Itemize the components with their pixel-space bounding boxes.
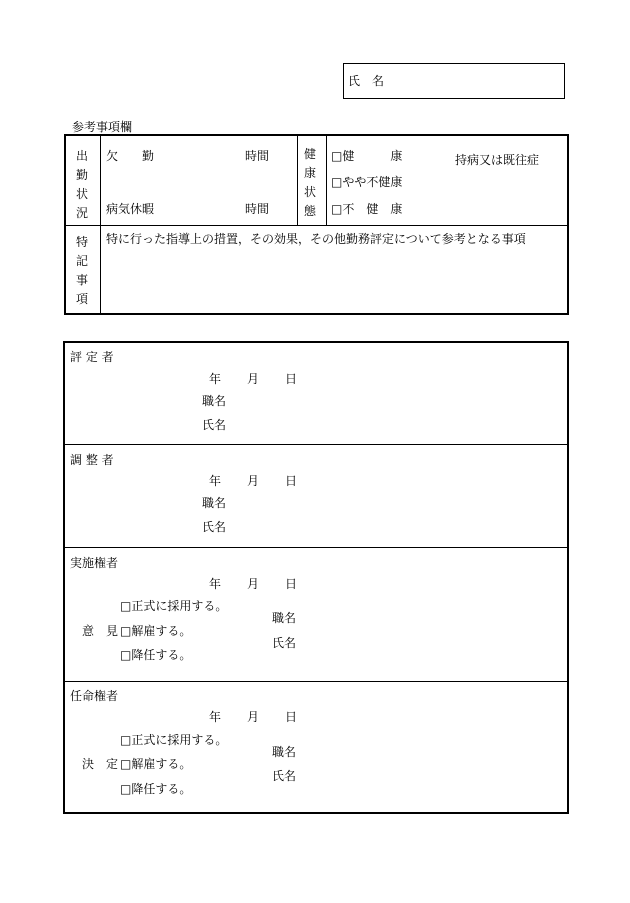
appointer-option-demote[interactable]: □降任する。 xyxy=(120,782,192,796)
appointer-position-label: 職名 xyxy=(272,745,297,759)
evaluator-month: 月 xyxy=(247,372,260,386)
health-header-char: 状 xyxy=(303,185,316,199)
absence-label: 欠 勤 xyxy=(106,149,155,163)
special-notes-header-char: 事 xyxy=(75,273,88,287)
health-header-char: 康 xyxy=(303,166,316,180)
signature-divider xyxy=(64,444,568,445)
adjuster-month: 月 xyxy=(247,474,260,488)
evaluator-position-label: 職名 xyxy=(202,394,227,408)
health-option-somewhat-unhealthy[interactable]: □やや不健康 xyxy=(331,175,403,189)
implementer-label: 実施権者 xyxy=(70,556,119,570)
appointer-option-formal-hire[interactable]: □正式に採用する。 xyxy=(120,733,228,747)
implementer-year: 年 xyxy=(209,577,222,591)
sick-leave-label: 病気休暇 xyxy=(106,202,155,216)
implementer-name-label: 氏名 xyxy=(272,636,297,650)
special-notes-header-char: 項 xyxy=(75,292,88,306)
attendance-header-char: 状 xyxy=(75,187,88,201)
implementer-opinion-label: 意 見 xyxy=(82,624,119,638)
reference-row-divider xyxy=(65,225,568,226)
adjuster-label: 調 整 者 xyxy=(70,453,114,467)
name-label: 氏 名 xyxy=(348,74,385,88)
special-notes-header-char: 特 xyxy=(75,235,88,249)
appointer-month: 月 xyxy=(247,710,260,724)
chronic-illness-label: 持病又は既往症 xyxy=(455,153,540,167)
implementer-day: 日 xyxy=(285,577,298,591)
name-input[interactable] xyxy=(400,66,560,96)
implementer-position-label: 職名 xyxy=(272,611,297,625)
health-header-char: 態 xyxy=(303,204,316,218)
health-option-healthy[interactable]: □健 康 xyxy=(331,149,403,163)
health-header-right-divider xyxy=(326,135,327,226)
appointer-name-label: 氏名 xyxy=(272,769,297,783)
special-notes-header-char: 記 xyxy=(75,254,88,268)
adjuster-position-label: 職名 xyxy=(202,496,227,510)
signature-divider xyxy=(64,547,568,548)
appointer-label: 任命権者 xyxy=(70,689,119,703)
health-header-left-divider xyxy=(297,135,298,226)
adjuster-year: 年 xyxy=(209,474,222,488)
signature-divider xyxy=(64,681,568,682)
implementer-option-formal-hire[interactable]: □正式に採用する。 xyxy=(120,599,228,613)
implementer-option-dismiss[interactable]: □解雇する。 xyxy=(120,624,192,638)
health-header xyxy=(303,148,317,224)
attendance-header-char: 況 xyxy=(75,206,88,220)
evaluator-name-label: 氏名 xyxy=(202,418,227,432)
adjuster-name-label: 氏名 xyxy=(202,520,227,534)
appointer-option-dismiss[interactable]: □解雇する。 xyxy=(120,757,192,771)
evaluator-year: 年 xyxy=(209,372,222,386)
special-notes-description: 特に行った指導上の措置，その効果，その他勤務評定について参考となる事項 xyxy=(106,232,526,246)
absence-hours-unit: 時間 xyxy=(245,149,270,163)
appointer-decision-label: 決 定 xyxy=(82,757,119,771)
attendance-header xyxy=(75,150,89,226)
implementer-option-demote[interactable]: □降任する。 xyxy=(120,648,192,662)
special-notes-header xyxy=(75,236,89,312)
reference-section-title: 参考事項欄 xyxy=(72,120,133,134)
evaluator-day: 日 xyxy=(285,372,298,386)
implementer-month: 月 xyxy=(247,577,260,591)
appointer-year: 年 xyxy=(209,710,222,724)
sick-leave-hours-unit: 時間 xyxy=(245,202,270,216)
attendance-header-char: 勤 xyxy=(75,168,88,182)
evaluator-label: 評 定 者 xyxy=(70,350,114,364)
health-option-unhealthy[interactable]: □不 健 康 xyxy=(331,202,403,216)
attendance-header-char: 出 xyxy=(75,149,88,163)
health-header-char: 健 xyxy=(303,147,316,161)
adjuster-day: 日 xyxy=(285,474,298,488)
appointer-day: 日 xyxy=(285,710,298,724)
